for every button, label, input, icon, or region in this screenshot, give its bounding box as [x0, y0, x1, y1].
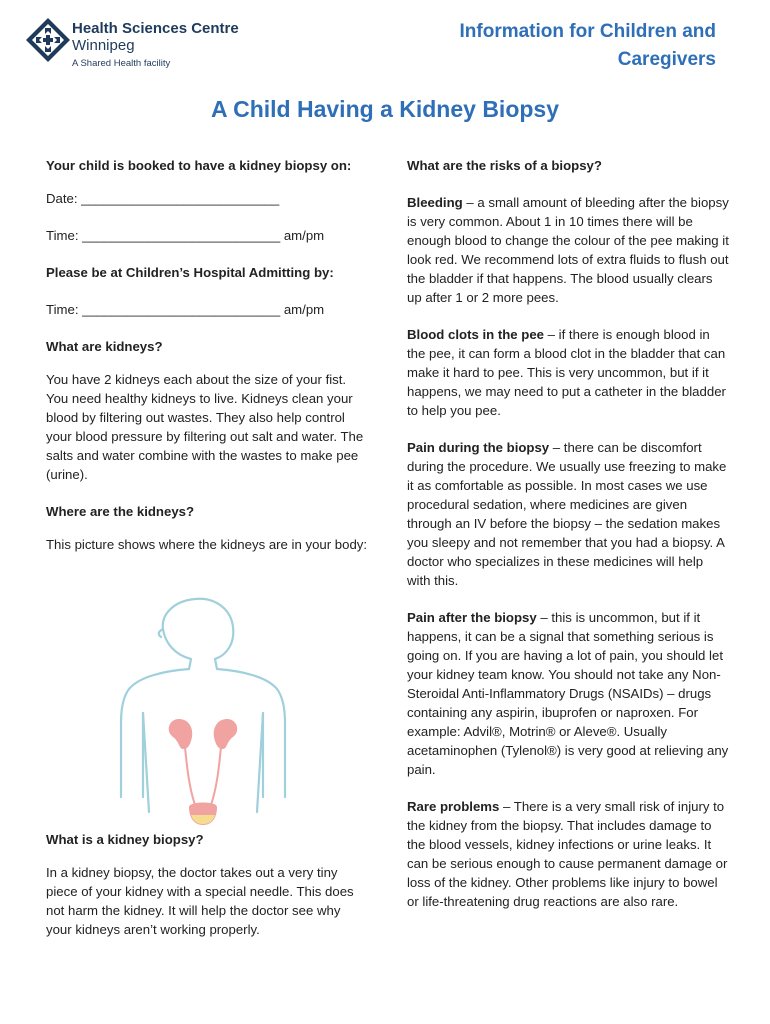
time-field-admitting: Time: ___________________________ am/pm — [46, 302, 325, 317]
risk-bleeding — [407, 193, 729, 307]
hsc-logo — [24, 16, 254, 74]
risk-term: Blood clots in the pee — [407, 327, 545, 342]
risk-rare-problems — [407, 797, 729, 911]
risk-blood-clots — [407, 325, 729, 420]
info-header — [460, 18, 717, 74]
risk-text: – there can be discomfort during the procedure. We usually use freezing to make it as comfortable as possible. In most cases we use procedural sedation, where medicines are given through an IV before the biopsy – the sedation makes you sleepy and not remember that you had a biopsy. A doctor who specializes in these medicines will help with this. — [407, 440, 727, 588]
logo-city: Winnipeg — [72, 37, 135, 54]
risk-text: – There is a very small risk of injury to the kidney from the biopsy. That includes damage to the blood vessels, kidney infections or urine leaks. It can be serious enough to cause permanent damage or loss of the kidney. Other problems like injury to bowel or life-threatening drug reactions are also rare. — [407, 799, 728, 909]
risk-text: – this is uncommon, but if it happens, it can be a signal that something serious is going on. If you are having a lot of pain, you should let your kidney team know. You should not take any Non-Steroidal Anti-Inflammatory Drugs (NSAIDs) – drugs containing any aspirin, ibuprofen or naproxen. For example: Advil®, Motrin® or Aleve®. Usually acetaminophen (Tylenol®) is very good at relieving any pain. — [407, 610, 729, 777]
risk-text: – a small amount of bleeding after the biopsy is very common. About 1 in 10 times there will be enough blood to change the colour of the pee making it look red. We recommend lots of extra fluids to flush out the bladder if that happens. The blood usually clears up after 1 or 2 more pees. — [407, 195, 729, 305]
page-title: A Child Having a Kidney Biopsy — [210, 96, 560, 122]
child-body-kidneys-illustration — [103, 597, 303, 847]
info-header-line-1: Information for Children and — [459, 21, 716, 42]
biopsy-text: In a kidney biopsy, the doctor takes out a very tiny piece of your kidney with a special needle. This does not harm the kidney. It will help the doctor see why your kidneys aren’t working properly. — [46, 865, 354, 937]
risk-term: Bleeding — [407, 195, 463, 210]
booked-heading: Your child is booked to have a kidney biopsy on: — [46, 158, 352, 173]
kidneys-heading: What are kidneys? — [46, 339, 163, 354]
risk-term: Rare problems — [407, 799, 500, 814]
logo-tagline: A Shared Health facility — [72, 58, 171, 69]
biopsy-heading: What is a kidney biopsy? — [46, 832, 204, 847]
hsc-diamond-logo-icon — [24, 16, 72, 64]
where-text: This picture shows where the kidneys are in your body: — [46, 537, 368, 552]
risks-heading: What are the risks of a biopsy? — [407, 158, 602, 173]
info-header-line-2: Caregivers — [617, 49, 716, 70]
time-field-booked: Time: ___________________________ am/pm — [46, 228, 325, 243]
risk-pain-after — [407, 608, 729, 779]
risk-term: Pain after the biopsy — [407, 610, 537, 625]
admitting-heading: Please be at Children’s Hospital Admitting by: — [46, 265, 334, 280]
risk-text: – if there is enough blood in the pee, it can form a blood clot in the bladder that can make it hard to pee. This is very uncommon, but if it happens, we may need to put a catheter in the bladder to help you pee. — [407, 327, 726, 418]
kidneys-text: You have 2 kidneys each about the size of your fist. You need healthy kidneys to live. Kidneys clean your blood by filtering out wastes. They also help control your blood pressure by filtering out salt and water. The salts and water combine with the wastes to make pee (urine). — [46, 372, 364, 482]
risk-pain-during — [407, 438, 729, 590]
risk-term: Pain during the biopsy — [407, 440, 550, 455]
where-heading: Where are the kidneys? — [46, 504, 195, 519]
logo-name: Health Sciences Centre — [72, 20, 239, 37]
date-field: Date: ___________________________ — [46, 191, 280, 206]
right-column — [407, 156, 729, 911]
